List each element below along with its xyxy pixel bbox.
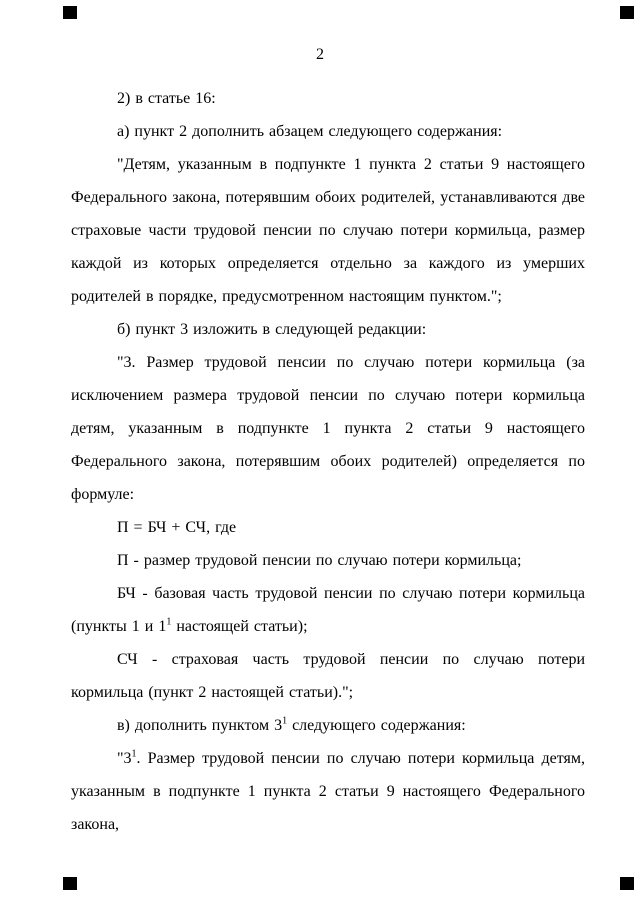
paragraph: в) дополнить пунктом $3^1$ следующего содержания: [117, 715, 466, 734]
scan-corner-mark-top-left [63, 6, 77, 19]
paragraph: П = БЧ + СЧ, где [117, 519, 237, 536]
paragraph: 2) в статье 16: [117, 90, 216, 107]
paragraph: "Детям, указанным в подпункте 1 пункта 2 статьи 9 настоящего Федерального закона, потерявшим обоих родителей, устанавливаются две страховые части трудовой пенсии по случаю потери кормильца, размер каждой из которых определяется отдельно за каждого из умерших родителей в порядке, предусмотренном настоящим пунктом."; [71, 156, 585, 305]
paragraph: "$3^1$. Размер трудовой пенсии по случаю потери кормильца детям, указанным в подпункте 1 пункта 2 статьи 9 настоящего Федерального закона, [71, 748, 585, 833]
paragraph: б) пункт 3 изложить в следующей редакции: [117, 321, 427, 338]
paragraph: СЧ - страховая часть трудовой пенсии по случаю потери кормильца (пункт 2 настоящей статьи)."; [71, 651, 585, 701]
paragraph: "3. Размер трудовой пенсии по случаю потери кормильца (за исключением размера трудовой пенсии по случаю потери кормильца детям, указанным в подпункте 1 пункта 2 статьи 9 настоящего Федерального закона, потерявшим обоих родителей) определяется по формуле: [71, 354, 585, 503]
scan-corner-mark-bottom-right [620, 877, 634, 890]
paragraph: БЧ - базовая часть трудовой пенсии по случаю потери кормильца (пункты 1 и $1^1$ настоящей статьи); [71, 585, 585, 635]
document-body [71, 82, 585, 841]
page-number: 2 [316, 46, 324, 63]
paragraph: П - размер трудовой пенсии по случаю потери кормильца; [117, 552, 522, 569]
scan-corner-mark-bottom-left [63, 877, 77, 890]
paragraph: а) пункт 2 дополнить абзацем следующего содержания: [117, 123, 503, 140]
scan-corner-mark-top-right [620, 6, 634, 19]
